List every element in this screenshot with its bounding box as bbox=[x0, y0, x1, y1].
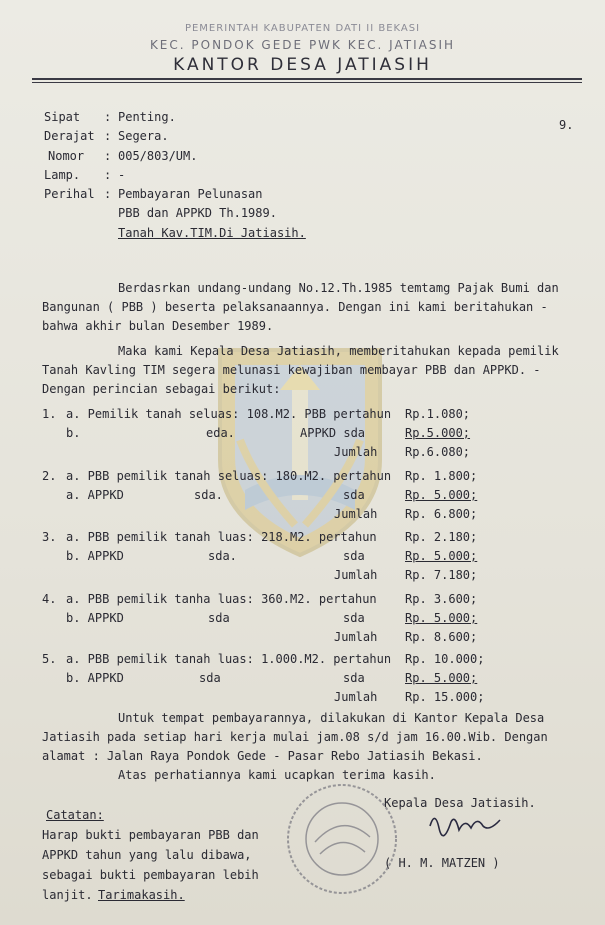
item-a-text: a. Pemilik tanah seluas: 108.M2. PBB pertahun bbox=[66, 407, 392, 421]
letterhead-line2: KEC. PONDOK GEDE PWK KEC. JATIASIH bbox=[149, 38, 456, 52]
item-total-label: Jumlah bbox=[334, 568, 378, 582]
item-number: 2. bbox=[42, 469, 57, 483]
item-b-amount: Rp.5.000; bbox=[405, 426, 471, 440]
perihal-line3: Tanah Kav.TIM.Di Jatiasih. bbox=[118, 226, 306, 240]
item-total-label: Jumlah bbox=[334, 507, 378, 521]
item-total-label: Jumlah bbox=[334, 445, 378, 459]
note-title: Catatan: bbox=[46, 808, 104, 822]
item-total-label: Jumlah bbox=[334, 690, 378, 704]
perihal-line2: PBB dan APPKD Th.1989. bbox=[118, 206, 277, 220]
official-stamp-icon bbox=[285, 782, 400, 897]
corner-mark: 9. bbox=[559, 118, 574, 132]
item-a-amount: Rp. 2.180; bbox=[405, 530, 478, 544]
signature-title: Kepala Desa Jatiasih. bbox=[384, 796, 536, 810]
note-line3: sebagai bukti pembayaran lebih bbox=[42, 868, 259, 882]
colon: : bbox=[104, 187, 112, 201]
colon: : bbox=[104, 149, 112, 163]
item-a-text: a. PBB pemilik tanah luas: 1.000.M2. pertahun bbox=[66, 652, 392, 666]
item-total-amount: Rp. 6.800; bbox=[405, 507, 478, 521]
note-line4a: lanjit. bbox=[42, 888, 93, 902]
item-a-amount: Rp.1.080; bbox=[405, 407, 471, 421]
item-a-amount: Rp. 3.600; bbox=[405, 592, 478, 606]
item-b-label: sda bbox=[343, 671, 365, 685]
item-a-amount: Rp. 1.800; bbox=[405, 469, 478, 483]
p1-line1: Berdasrkan undang-undang No.12.Th.1985 temtamg Pajak Bumi dan bbox=[118, 281, 559, 295]
item-b-label: sda bbox=[343, 488, 365, 502]
item-total-amount: Rp. 7.180; bbox=[405, 568, 478, 582]
item-b-eda: sda bbox=[208, 611, 230, 625]
closing-line4: Atas perhatiannya kami ucapkan terima kasih. bbox=[118, 768, 436, 782]
item-b-eda: sda bbox=[199, 671, 221, 685]
item-b-amount: Rp. 5.000; bbox=[405, 488, 478, 502]
item-a-text: a. PBB pemilik tanha luas: 360.M2. pertahun bbox=[66, 592, 377, 606]
closing-line3: alamat : Jalan Raya Pondok Gede - Pasar Rebo Jatiasih Bekasi. bbox=[42, 749, 483, 763]
item-b-text: b. APPKD bbox=[66, 549, 124, 563]
p2-line1: Maka kami Kepala Desa Jatiasih, memberitahukan kepada pemilik bbox=[118, 344, 559, 358]
item-total-amount: Rp.6.080; bbox=[405, 445, 471, 459]
item-b-text: b. bbox=[66, 426, 81, 440]
colon: : bbox=[104, 110, 112, 124]
colon: : bbox=[104, 129, 112, 143]
lamp-label: Lamp. bbox=[44, 168, 81, 182]
colon: : bbox=[104, 168, 112, 182]
perihal-label: Perihal bbox=[44, 187, 95, 201]
signature-name: ( H. M. MATZEN ) bbox=[384, 856, 500, 870]
item-b-amount: Rp. 5.000; bbox=[405, 671, 478, 685]
handwritten-signature-icon bbox=[425, 808, 505, 838]
item-number: 3. bbox=[42, 530, 57, 544]
item-total-amount: Rp. 8.600; bbox=[405, 630, 478, 644]
item-a-text: a. PBB pemilik tanah luas: 218.M2. pertahun bbox=[66, 530, 377, 544]
note-line4b: Tarimakasih. bbox=[98, 888, 185, 902]
derajat-value: Segera. bbox=[118, 129, 169, 143]
note-line2: APPKD tahun yang lalu dibawa, bbox=[42, 848, 252, 862]
item-b-amount: Rp. 5.000; bbox=[405, 549, 478, 563]
note-line1: Harap bukti pembayaran PBB dan bbox=[42, 828, 259, 842]
item-total-label: Jumlah bbox=[334, 630, 378, 644]
office-title: KANTOR DESA JATIASIH bbox=[173, 55, 432, 75]
closing-line2: Jatiasih pada setiap hari kerja mulai jam.08 s/d jam 16.00.Wib. Dengan bbox=[42, 730, 548, 744]
p2-line3: Dengan perincian sebagai berikut: bbox=[42, 382, 281, 396]
closing-line1: Untuk tempat pembayarannya, dilakukan di Kantor Kepala Desa bbox=[118, 711, 545, 725]
p2-line2: Tanah Kavling TIM segera melunasi kewajiban membayar PBB dan APPKD. - bbox=[42, 363, 541, 377]
item-b-amount: Rp. 5.000; bbox=[405, 611, 478, 625]
item-b-eda: eda. bbox=[206, 426, 235, 440]
nomor-label: Nomor bbox=[48, 149, 85, 163]
item-b-eda: sda. bbox=[194, 488, 223, 502]
sipat-value: Penting. bbox=[118, 110, 176, 124]
perihal-line1: Pembayaran Pelunasan bbox=[118, 187, 263, 201]
header-rule-thick bbox=[32, 78, 582, 80]
p1-line2: Bangunan ( PBB ) beserta pelaksanaannya. Dengan ini kami beritahukan - bbox=[42, 300, 548, 314]
item-b-label: APPKD sda bbox=[300, 426, 366, 440]
item-a-text: a. PBB pemilik tanah seluas: 180.M2. pertahun bbox=[66, 469, 392, 483]
item-number: 5. bbox=[42, 652, 57, 666]
item-b-label: sda bbox=[343, 549, 365, 563]
item-b-label: sda bbox=[343, 611, 365, 625]
item-number: 1. bbox=[42, 407, 57, 421]
item-b-text: b. APPKD bbox=[66, 611, 124, 625]
sipat-label: Sipat bbox=[44, 110, 81, 124]
lamp-value: - bbox=[118, 168, 126, 182]
item-a-amount: Rp. 10.000; bbox=[405, 652, 485, 666]
letterhead-line1: PEMERINTAH KABUPATEN DATI II BEKASI bbox=[184, 23, 421, 34]
item-b-eda: sda. bbox=[208, 549, 237, 563]
nomor-value: 005/803/UM. bbox=[118, 149, 198, 163]
derajat-label: Derajat bbox=[44, 129, 95, 143]
item-b-text: b. APPKD bbox=[66, 671, 124, 685]
item-total-amount: Rp. 15.000; bbox=[405, 690, 485, 704]
item-b-text: a. APPKD bbox=[66, 488, 124, 502]
header-rule-thin bbox=[32, 82, 582, 83]
p1-line3: bahwa akhir bulan Desember 1989. bbox=[42, 319, 274, 333]
item-number: 4. bbox=[42, 592, 57, 606]
